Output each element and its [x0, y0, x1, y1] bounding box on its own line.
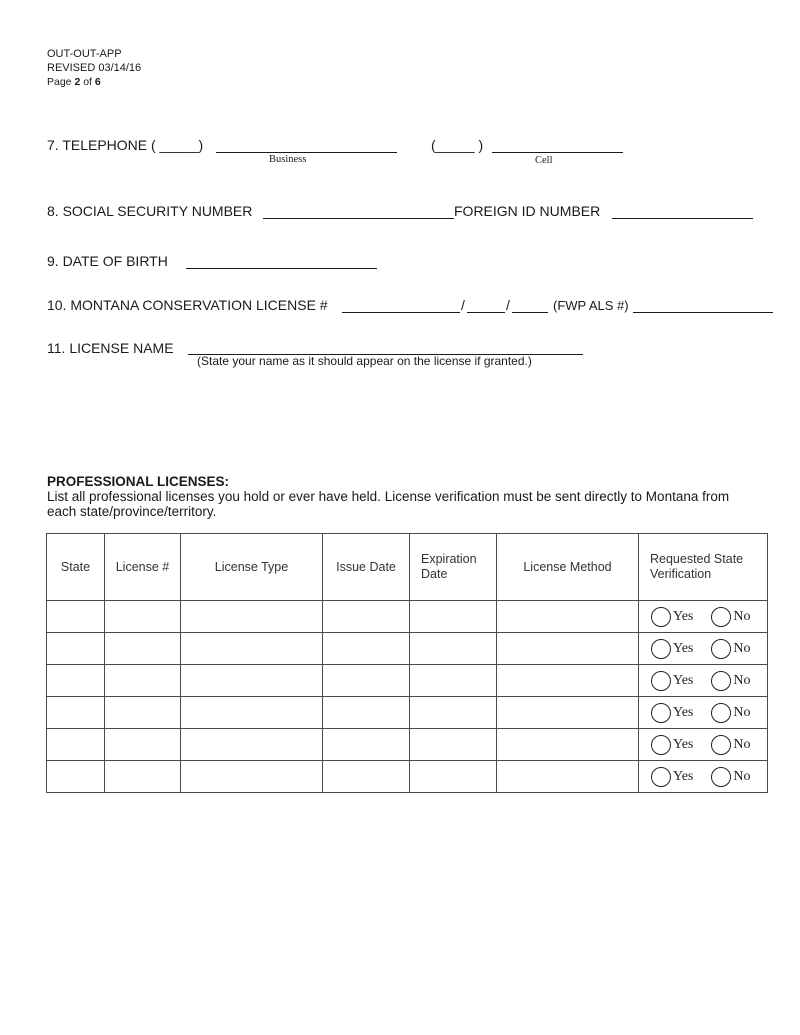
cell-issue-date[interactable]	[323, 697, 410, 729]
cell-license-number[interactable]	[105, 697, 181, 729]
verification-no-label: No	[733, 672, 751, 688]
cell-area-code[interactable]: (_____ )	[431, 137, 484, 153]
cell-issue-date[interactable]	[323, 633, 410, 665]
verification-yes-label: Yes	[673, 608, 694, 624]
table-row	[47, 761, 768, 793]
cell-license-number[interactable]	[105, 665, 181, 697]
verification-yes-option[interactable]	[651, 671, 693, 691]
cell-state[interactable]	[47, 601, 105, 633]
verification-no-label: No	[733, 768, 751, 784]
verification-yes-option[interactable]	[651, 607, 693, 627]
cell-state[interactable]	[47, 729, 105, 761]
verification-yes-label: Yes	[673, 672, 694, 688]
verification-no-option[interactable]	[711, 703, 750, 723]
verification-radio-group	[639, 729, 767, 760]
radio-circle-icon[interactable]	[651, 607, 671, 627]
business-caption: Business	[269, 154, 307, 165]
ssn-field[interactable]	[263, 218, 454, 219]
col-requested-verification: Requested State Verification	[639, 534, 768, 601]
verification-radio-group	[639, 633, 767, 664]
fwp-als-label: (FWP ALS #)	[553, 298, 629, 313]
verification-yes-label: Yes	[673, 640, 694, 656]
col-license-method: License Method	[497, 534, 639, 601]
cell-license-method[interactable]	[497, 633, 639, 665]
form-code: OUT-OUT-APP	[47, 48, 122, 60]
cell-license-method[interactable]	[497, 665, 639, 697]
radio-circle-icon[interactable]	[651, 639, 671, 659]
cell-verification	[639, 697, 768, 729]
verification-no-label: No	[733, 704, 751, 720]
verification-no-option[interactable]	[711, 671, 750, 691]
verification-yes-option[interactable]	[651, 735, 693, 755]
cell-license-type[interactable]	[181, 729, 323, 761]
conservation-license-label: 10. MONTANA CONSERVATION LICENSE #	[47, 297, 328, 313]
ssn-label: 8. SOCIAL SECURITY NUMBER	[47, 203, 253, 219]
cell-expiration-date[interactable]	[410, 665, 497, 697]
dob-label: 9. DATE OF BIRTH	[47, 253, 168, 269]
cell-expiration-date[interactable]	[410, 601, 497, 633]
cell-license-method[interactable]	[497, 761, 639, 793]
col-license-type: License Type	[181, 534, 323, 601]
cell-license-type[interactable]	[181, 761, 323, 793]
verification-radio-group	[639, 761, 767, 792]
radio-circle-icon[interactable]	[711, 767, 731, 787]
professional-licenses-table	[46, 533, 768, 793]
slash-2: /	[506, 297, 510, 313]
radio-circle-icon[interactable]	[711, 735, 731, 755]
revised-date: REVISED 03/14/16	[47, 62, 142, 74]
cell-verification	[639, 665, 768, 697]
verification-radio-group	[639, 697, 767, 728]
verification-yes-label: Yes	[673, 704, 694, 720]
radio-circle-icon[interactable]	[651, 703, 671, 723]
verification-yes-option[interactable]	[651, 639, 693, 659]
radio-circle-icon[interactable]	[651, 767, 671, 787]
verification-yes-label: Yes	[673, 736, 694, 752]
radio-circle-icon[interactable]	[651, 671, 671, 691]
license-name-label: 11. LICENSE NAME	[47, 340, 174, 356]
verification-no-option[interactable]	[711, 767, 750, 787]
page-number: Page 2 of 6	[47, 76, 101, 88]
foreign-id-label: FOREIGN ID NUMBER	[454, 203, 601, 219]
radio-circle-icon[interactable]	[711, 639, 731, 659]
radio-circle-icon[interactable]	[711, 607, 731, 627]
cell-license-type[interactable]	[181, 697, 323, 729]
cell-license-number[interactable]	[105, 729, 181, 761]
cell-expiration-date[interactable]	[410, 633, 497, 665]
table-header-row	[47, 534, 768, 601]
cell-issue-date[interactable]	[323, 601, 410, 633]
verification-yes-label: Yes	[673, 768, 694, 784]
col-license-number: License #	[105, 534, 181, 601]
cell-state[interactable]	[47, 761, 105, 793]
cell-state[interactable]	[47, 697, 105, 729]
business-phone-field[interactable]	[216, 152, 397, 153]
cell-caption: Cell	[535, 155, 553, 166]
cell-state[interactable]	[47, 633, 105, 665]
cell-expiration-date[interactable]	[410, 697, 497, 729]
cell-verification	[639, 601, 768, 633]
col-expiration-date: Expiration Date	[410, 534, 497, 601]
cell-verification	[639, 633, 768, 665]
verification-no-option[interactable]	[711, 607, 750, 627]
cell-license-type[interactable]	[181, 601, 323, 633]
verification-no-label: No	[733, 736, 751, 752]
cell-license-type[interactable]	[181, 633, 323, 665]
cell-license-method[interactable]	[497, 601, 639, 633]
radio-circle-icon[interactable]	[651, 735, 671, 755]
conservation-field-1[interactable]	[342, 312, 460, 313]
verification-yes-option[interactable]	[651, 767, 693, 787]
cell-phone-field[interactable]	[492, 152, 623, 153]
cell-license-type[interactable]	[181, 665, 323, 697]
col-issue-date: Issue Date	[323, 534, 410, 601]
radio-circle-icon[interactable]	[711, 703, 731, 723]
table-row	[47, 665, 768, 697]
cell-license-method[interactable]	[497, 697, 639, 729]
table-row	[47, 729, 768, 761]
verification-radio-group	[639, 665, 767, 696]
cell-license-number[interactable]	[105, 761, 181, 793]
form-header	[47, 47, 141, 89]
cell-verification	[639, 761, 768, 793]
telephone-label: 7. TELEPHONE ( _____)	[47, 137, 204, 153]
verification-no-label: No	[733, 608, 751, 624]
verification-no-label: No	[733, 640, 751, 656]
col-state: State	[47, 534, 105, 601]
cell-expiration-date[interactable]	[410, 761, 497, 793]
cell-issue-date[interactable]	[323, 761, 410, 793]
table-row	[47, 633, 768, 665]
dob-field[interactable]	[186, 268, 377, 269]
cell-license-number[interactable]	[105, 601, 181, 633]
foreign-id-field[interactable]	[612, 218, 753, 219]
fwp-als-field[interactable]	[633, 312, 773, 313]
conservation-field-3[interactable]	[512, 312, 548, 313]
verification-radio-group	[639, 601, 767, 632]
professional-licenses-instructions: List all professional licenses you hold or ever have held. License verification must be sent directly to Montana from each state/province/territory.	[47, 489, 730, 519]
verification-no-option[interactable]	[711, 735, 750, 755]
cell-license-number[interactable]	[105, 633, 181, 665]
table-row	[47, 601, 768, 633]
slash-1: /	[461, 297, 465, 313]
verification-yes-option[interactable]	[651, 703, 693, 723]
table-row	[47, 697, 768, 729]
professional-licenses-heading: PROFESSIONAL LICENSES:	[47, 474, 230, 489]
license-name-note: (State your name as it should appear on the license if granted.)	[197, 354, 532, 368]
radio-circle-icon[interactable]	[711, 671, 731, 691]
cell-issue-date[interactable]	[323, 665, 410, 697]
cell-verification	[639, 729, 768, 761]
cell-issue-date[interactable]	[323, 729, 410, 761]
verification-no-option[interactable]	[711, 639, 750, 659]
cell-expiration-date[interactable]	[410, 729, 497, 761]
conservation-field-2[interactable]	[467, 312, 505, 313]
cell-state[interactable]	[47, 665, 105, 697]
cell-license-method[interactable]	[497, 729, 639, 761]
